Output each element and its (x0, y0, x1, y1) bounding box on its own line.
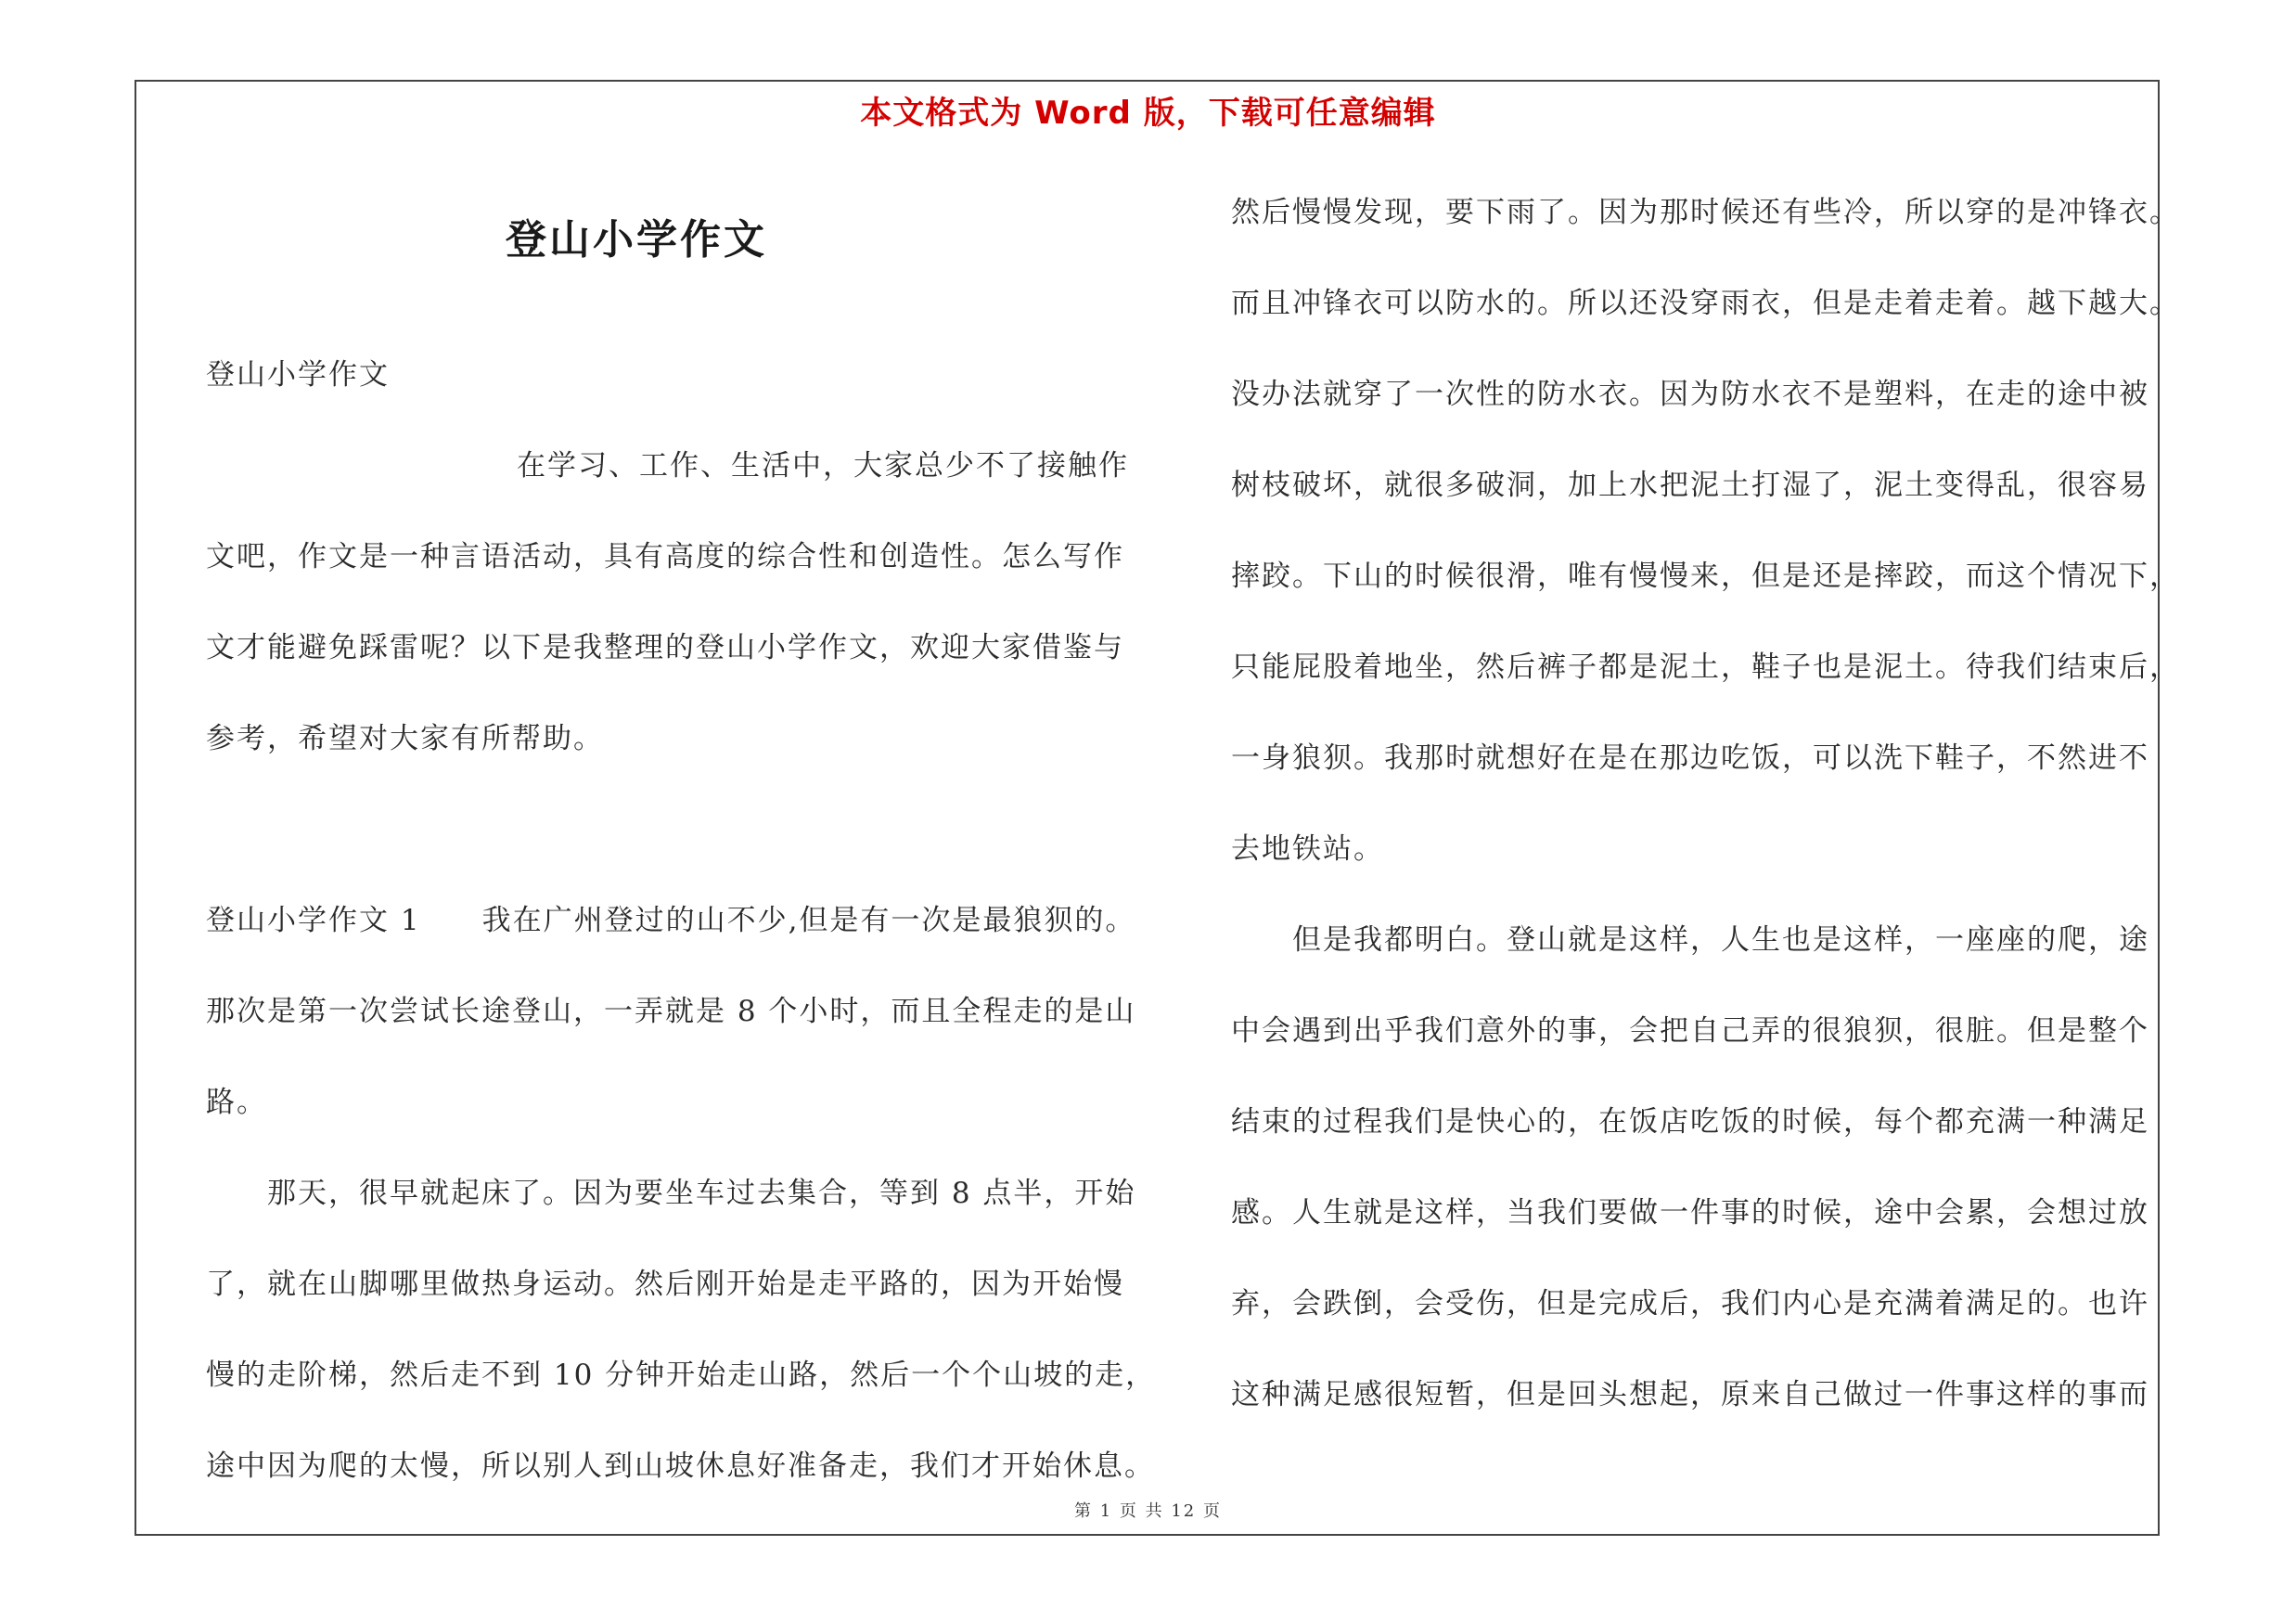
essay-line: 树枝破坏，就很多破洞，加上水把泥土打湿了，泥土变得乱，很容易 (1231, 469, 2149, 502)
essay-line: 途中因为爬的太慢，所以别人到山坡休息好准备走，我们才开始休息。 (206, 1449, 1155, 1483)
essay-line: 只能屁股着地坐，然后裤子都是泥土，鞋子也是泥土。待我们结束后， (1231, 650, 2180, 684)
essay-line: 慢的走阶梯，然后走不到 10 分钟开始走山路，然后一个个山坡的走， (206, 1359, 1157, 1392)
intro-line: 参考，希望对大家有所帮助。 (206, 722, 604, 755)
essay-line: 没办法就穿了一次性的防水衣。因为防水衣不是塑料，在走的途中被 (1231, 378, 2149, 411)
essay-line: 中会遇到出乎我们意外的事，会把自己弄的很狼狈，很脏。但是整个 (1231, 1014, 2149, 1048)
word-format-banner: 本文格式为 Word 版，下载可任意编辑 (860, 95, 1436, 132)
essay-line: 结束的过程我们是快心的，在饭店吃饭的时候，每个都充满一种满足 (1231, 1105, 2149, 1139)
essay-line: 那次是第一次尝试长途登山，一弄就是 8 个小时，而且全程走的是山 (206, 995, 1136, 1028)
essay-line: 但是我都明白。登山就是这样，人生也是这样，一座座的爬，途 (1292, 923, 2149, 957)
document-title: 登山小学作文 (506, 216, 767, 264)
essay-line: 摔跤。下山的时候很滑，唯有慢慢来，但是还是摔跤，而这个情况下， (1231, 560, 2180, 593)
essay-line: 路。 (206, 1086, 267, 1119)
essay-line: 那天，很早就起床了。因为要坐车过去集合，等到 8 点半，开始 (267, 1177, 1136, 1210)
essay-line: 一身狼狈。我那时就想好在是在那边吃饭，可以洗下鞋子，不然进不 (1231, 741, 2149, 775)
essay-line: 然后慢慢发现，要下雨了。因为那时候还有些冷，所以穿的是冲锋衣。 (1231, 196, 2180, 229)
intro-line: 文才能避免踩雷呢？以下是我整理的登山小学作文，欢迎大家借鉴与 (206, 631, 1124, 664)
essay-line: 感。人生就是这样，当我们要做一件事的时候，途中会累，会想过放 (1231, 1196, 2149, 1230)
subtitle-line: 登山小学作文 (206, 358, 390, 392)
essay-line: 这种满足感很短暂，但是回头想起，原来自己做过一件事这样的事而 (1231, 1378, 2149, 1411)
essay-line: 弃，会跌倒，会受伤，但是完成后，我们内心是充满着满足的。也许 (1231, 1287, 2149, 1320)
essay-line: 去地铁站。 (1231, 832, 1384, 866)
intro-line: 文吧，作文是一种言语活动，具有高度的综合性和创造性。怎么写作 (206, 540, 1124, 573)
essay-line: 了，就在山脚哪里做热身运动。然后刚开始是走平路的，因为开始慢 (206, 1268, 1124, 1301)
essay-line: 而且冲锋衣可以防水的。所以还没穿雨衣，但是走着走着。越下越大。 (1231, 287, 2180, 320)
intro-line: 在学习、工作、生活中，大家总少不了接触作 (517, 449, 1129, 483)
page-number-footer: 第 1 页 共 12 页 (1074, 1501, 1222, 1521)
essay-line: 登山小学作文 1 我在广州登过的山不少,但是有一次是最狼狈的。 (206, 904, 1136, 937)
